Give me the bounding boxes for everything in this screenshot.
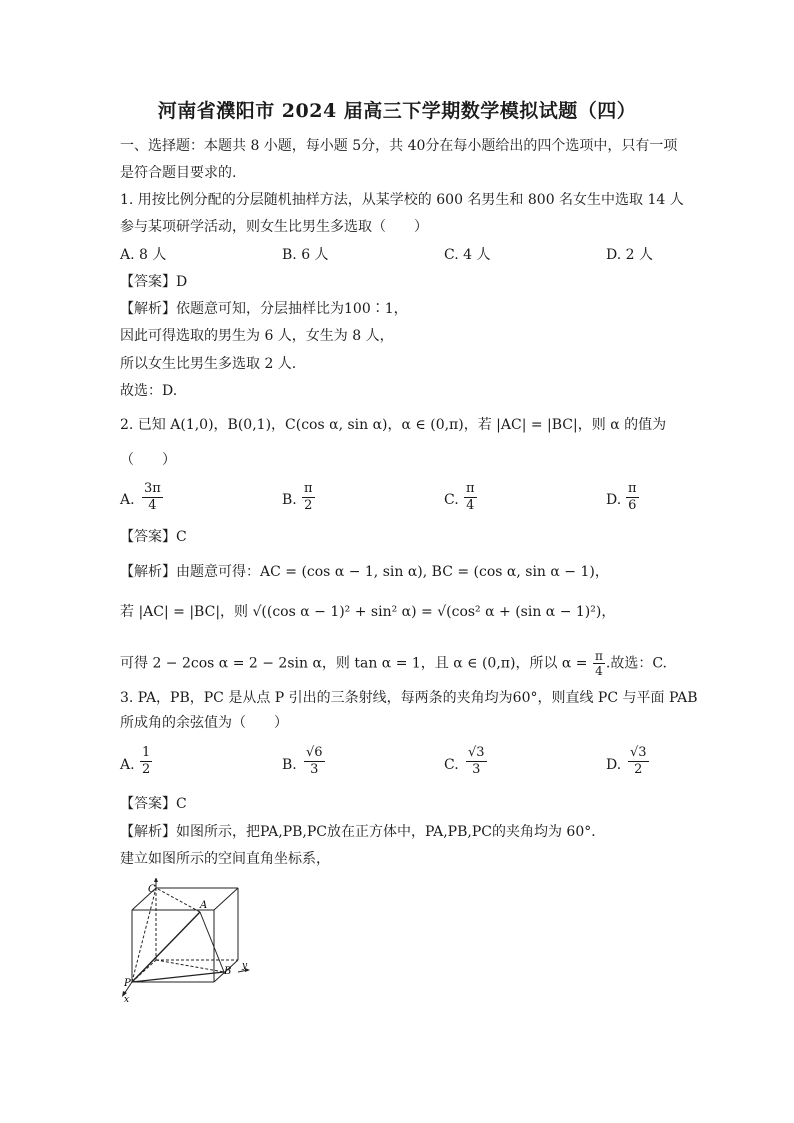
q1-analysis-2: 因此可得选取的男生为 6 人，女生为 8 人， [120, 328, 394, 344]
q2-analysis-3 [120, 649, 667, 678]
q3-option-b-label: B. [282, 757, 297, 773]
fig-label-b: B [224, 966, 232, 977]
page-title: 河南省濮阳市 2024 届高三下学期数学模拟试题（四） [157, 100, 637, 122]
q3-option-c-num: √3 [468, 745, 485, 760]
q2-option-d-num: π [628, 481, 637, 496]
q3-option-d-den: 2 [634, 762, 643, 777]
q2-analysis-3-den: 4 [595, 664, 603, 678]
q1-analysis-3: 所以女生比男生多选取 2 人. [120, 356, 297, 372]
q3-option-c-den: 3 [472, 762, 481, 777]
q3-option-b-num: √6 [306, 745, 323, 760]
q2-stem: 2. 已知 A(1,0)，B(0,1)，C(cos α, sin α)，α ∈ (0,π)，若 |AC| = |BC|，则 α 的值为 [120, 417, 667, 433]
q1-stem-cont: 参与某项研学活动，则女生比男生多选取（ ） [120, 219, 428, 235]
q2-option-b-den: 2 [304, 498, 313, 513]
q3-option-b-den: 3 [310, 762, 319, 777]
q2-option-c-den: 4 [466, 498, 475, 513]
section-heading: 一、选择题：本题共 8 小题，每小题 5分，共 40分在每小题给出的四个选项中，只有一项 [120, 138, 678, 154]
q2-option-b-num: π [304, 481, 313, 496]
section-heading-cont: 是符合题目要求的. [120, 165, 237, 181]
q2-option-d-label: D. [606, 492, 622, 508]
q3-option-a-fraction [140, 745, 152, 778]
q2-analysis-3-text: 可得 2 − 2cos α = 2 − 2sin α，则 tan α = 1，且 α ∈ (0,π)，所以 α = [120, 655, 588, 672]
q1-option-b: B. 6 人 [282, 247, 329, 263]
q2-stem-cont: （ ） [120, 452, 176, 468]
q1-option-c: C. 4 人 [444, 247, 491, 263]
q3-option-a-num: 1 [142, 745, 151, 760]
q2-option-c-fraction [464, 481, 477, 514]
q2-analysis-2: 若 |AC| = |BC|，则 √((cos α − 1)² + sin² α) = √(cos² α + (sin α − 1)²)， [120, 604, 616, 620]
q2-option-d-den: 6 [628, 498, 637, 513]
q3-option-d-label: D. [606, 757, 622, 773]
fig-label-c: C [148, 884, 156, 895]
q3-option-d-num: √3 [630, 745, 647, 760]
q1-analysis-1: 【解析】依题意可知，分层抽样比为100∶1， [120, 301, 408, 317]
q3-option-c-label: C. [444, 757, 459, 773]
q2-option-c-num: π [466, 481, 475, 496]
q2-answer: 【答案】C [120, 529, 187, 545]
q3-answer: 【答案】C [120, 796, 187, 812]
q2-option-b-fraction [302, 481, 315, 514]
cube-figure [112, 878, 262, 1003]
q2-option-a-den: 4 [148, 498, 157, 513]
q2-option-b-label: B. [282, 492, 297, 508]
q2-analysis-3-end: .故选：C. [605, 655, 667, 672]
q3-option-a-den: 2 [142, 762, 151, 777]
q2-analysis-3-fraction [593, 649, 605, 678]
fig-label-p: P [124, 978, 131, 989]
q3-option-c-fraction [466, 745, 487, 778]
q2-option-d-fraction [626, 481, 639, 514]
q3-stem: 3. PA，PB，PC 是从点 P 引出的三条射线，每两条的夹角均为60°，则直线 PC 与平面 PAB [120, 690, 698, 706]
fig-label-a: A [200, 900, 208, 911]
q3-stem-cont: 所成角的余弦值为（ ） [120, 715, 288, 731]
q1-analysis-4: 故选：D. [120, 383, 178, 399]
q1-answer: 【答案】D [120, 274, 188, 290]
q3-option-a-label: A. [120, 757, 135, 773]
q2-option-a-label: A. [120, 492, 135, 508]
q3-analysis-1: 【解析】如图所示，把PA,PB,PC放在正方体中，PA,PB,PC的夹角均为 60°． [120, 824, 606, 840]
q2-option-c-label: C. [444, 492, 459, 508]
q2-analysis-1: 【解析】由题意可得：AC = (cos α − 1, sin α), BC = (cos α, sin α − 1)， [120, 564, 609, 580]
q3-analysis-2: 建立如图所示的空间直角坐标系， [120, 851, 330, 867]
q3-option-d-fraction [628, 745, 649, 778]
q2-option-a-num: 3π [144, 481, 161, 496]
q1-stem: 1. 用按比例分配的分层随机抽样方法，从某学校的 600 名男生和 800 名女生中选取 14 人 [120, 192, 684, 208]
fig-label-x: x [124, 995, 130, 1003]
q2-option-a-fraction [142, 481, 163, 514]
fig-label-y: y [242, 961, 248, 971]
q3-option-b-fraction [304, 745, 325, 778]
q1-option-a: A. 8 人 [120, 247, 167, 263]
q1-option-d: D. 2 人 [606, 247, 653, 263]
q2-analysis-3-num: π [594, 649, 603, 663]
